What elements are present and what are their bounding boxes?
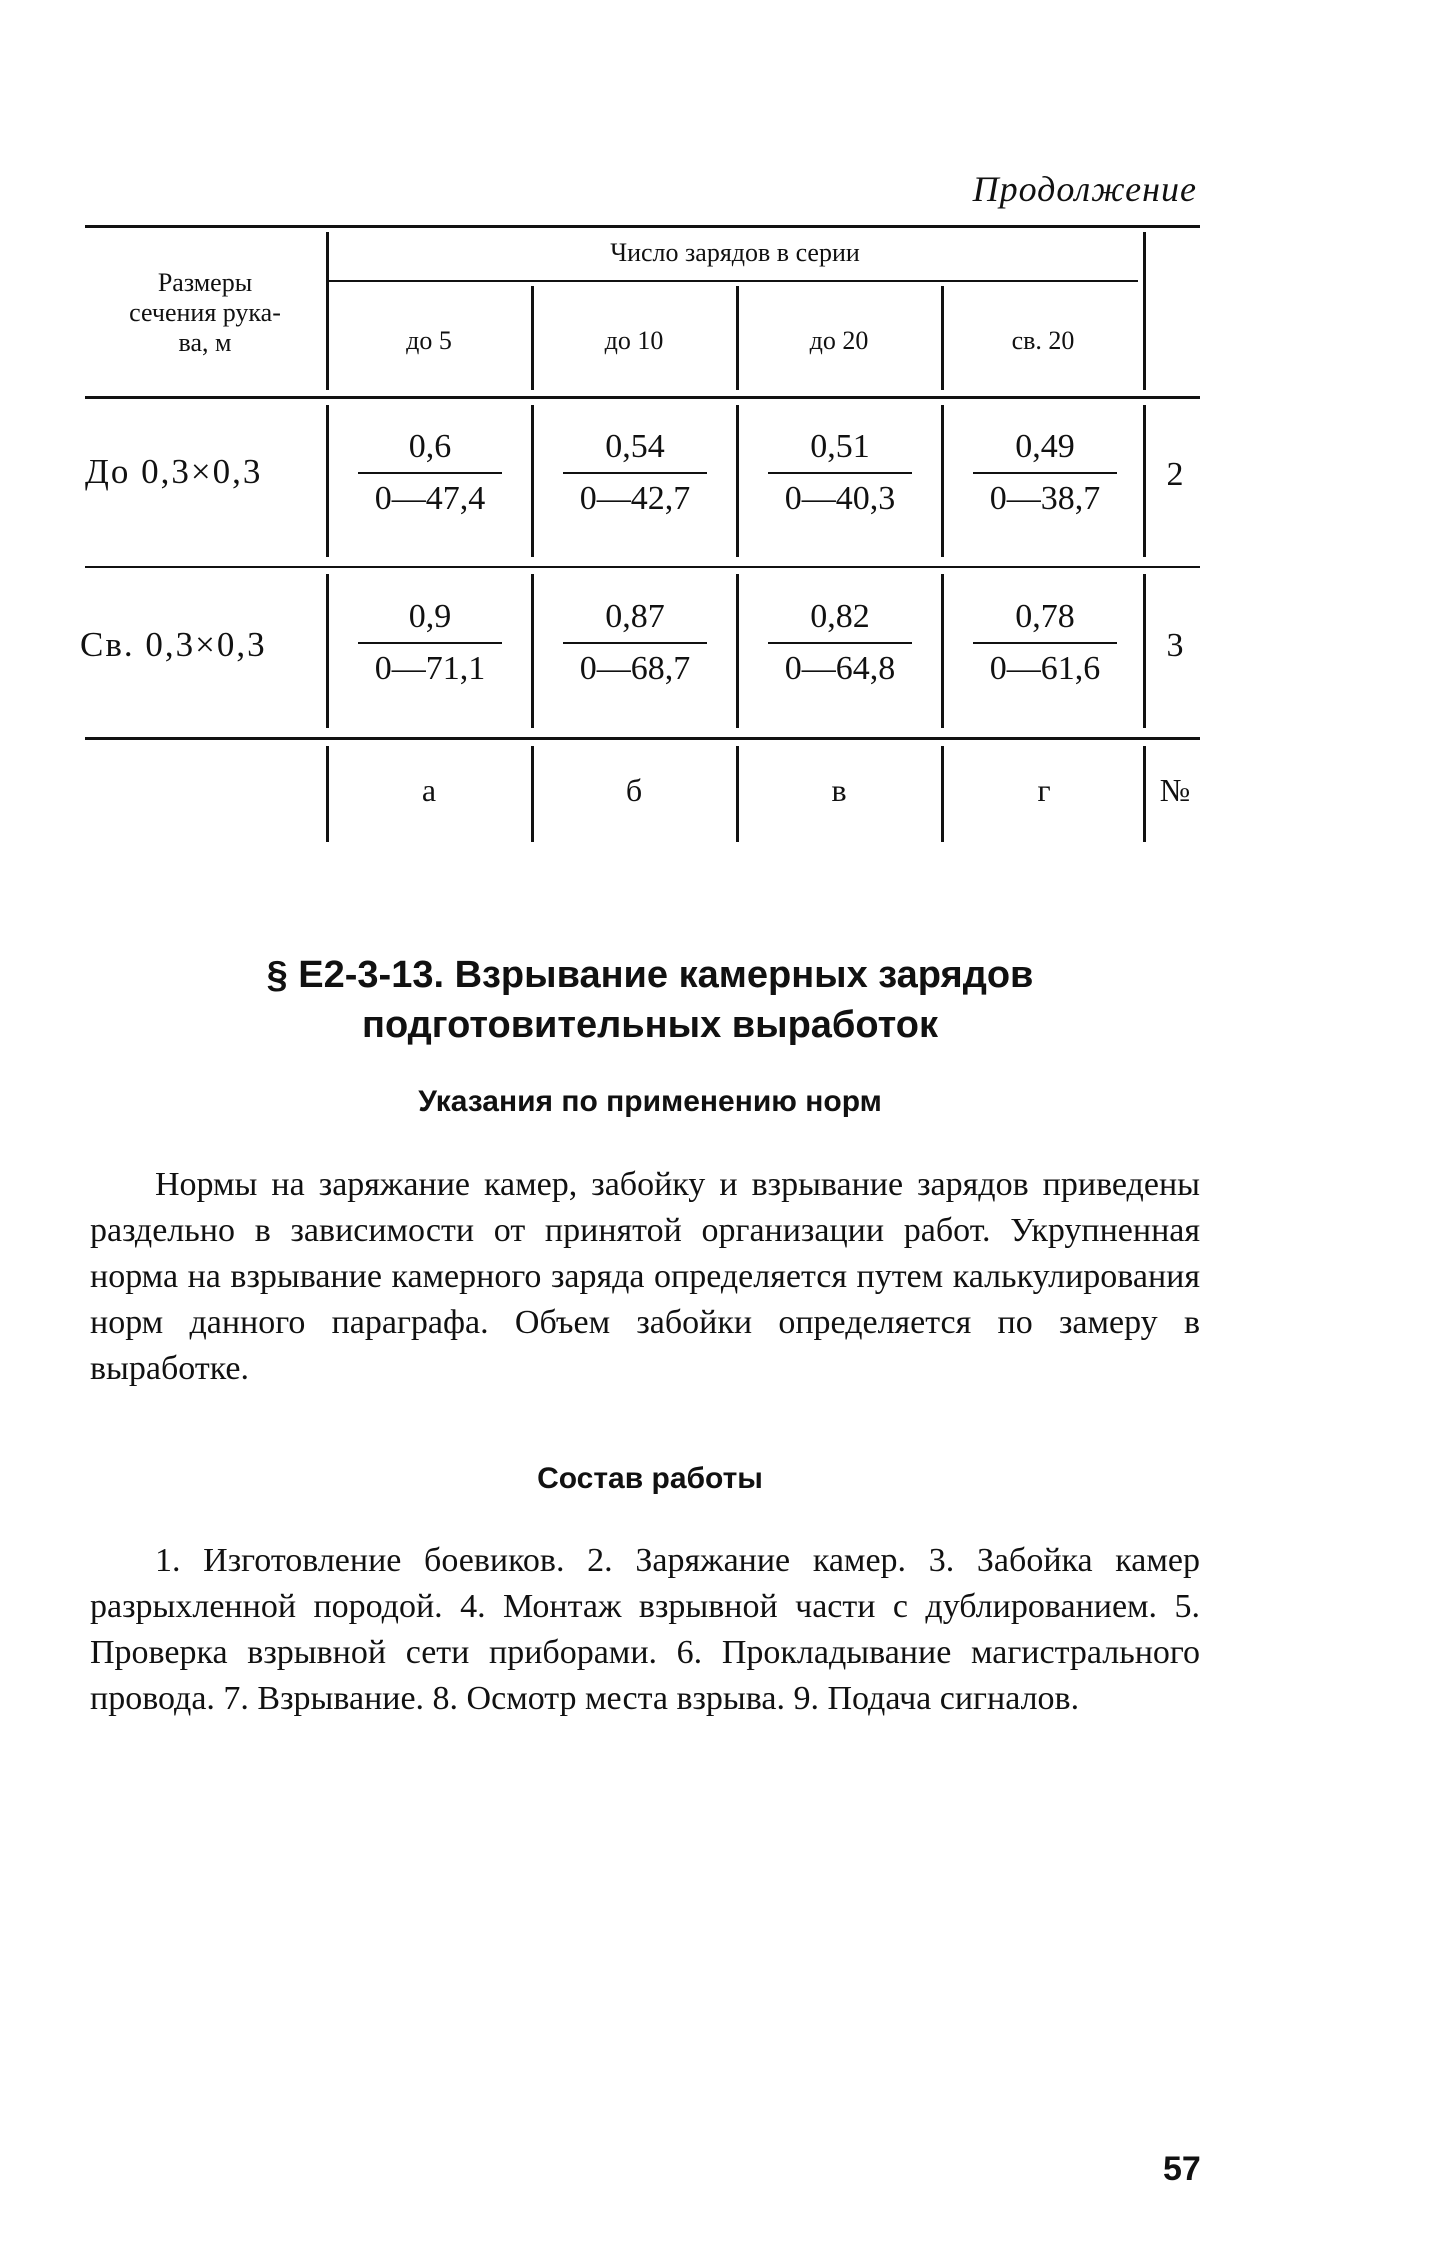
body-bottom-rule xyxy=(85,737,1200,740)
fraction-bar xyxy=(973,472,1117,474)
fraction-bar xyxy=(563,472,707,474)
group-header-label: Число зарядов в серии xyxy=(610,238,860,267)
col-divider xyxy=(941,405,944,557)
work-heading: Состав работы xyxy=(537,1462,763,1495)
column-header: до 5 xyxy=(406,326,452,355)
fraction-bar xyxy=(768,472,912,474)
table-cell: 0,54 0—42,7 xyxy=(555,428,715,518)
section-title: § Е2-3-13. Взрывание камерных зарядов подготовительных выработок xyxy=(266,954,1034,1046)
row-separator xyxy=(85,566,1200,568)
column-letter: а xyxy=(421,772,437,808)
col-divider xyxy=(531,574,534,728)
row-label: Св. 0,3×0,3 xyxy=(80,625,267,664)
table-cell: 0,78 0—61,6 xyxy=(965,598,1125,688)
col-divider xyxy=(736,574,739,728)
table-cell: 0,87 0—68,7 xyxy=(555,598,715,688)
work-paragraph: 1. Изготовление боевиков. 2. Заряжание камер. 3. Забойка камер разрыхленной породой. 4. Монтаж взрывной части с дублированием. 5. Проверка взрывной сети приборами. 6. Прокладывание магистрального провода. 7. Взрывание. 8. Осмотр места взрыва. 9. Подача сигналов. xyxy=(90,1542,1200,1717)
continuation-label: Продолжение xyxy=(972,169,1197,209)
table-top-rule xyxy=(85,225,1200,228)
col-divider xyxy=(736,405,739,557)
column-letter: г xyxy=(1037,772,1051,808)
col-divider xyxy=(326,574,329,728)
row-number: 2 xyxy=(1166,456,1184,493)
table-cell: 0,51 0—40,3 xyxy=(760,428,920,518)
fraction-bar xyxy=(768,642,912,644)
header-bottom-rule xyxy=(85,396,1200,399)
fraction-bar xyxy=(973,642,1117,644)
row-label: До 0,3×0,3 xyxy=(85,452,263,491)
fraction-bar xyxy=(358,642,502,644)
table-cell: 0,9 0—71,1 xyxy=(350,598,510,688)
col-divider xyxy=(1143,574,1146,728)
column-header: до 20 xyxy=(809,326,869,355)
row-number: 3 xyxy=(1166,627,1184,664)
fraction-bar xyxy=(563,642,707,644)
column-letter: в xyxy=(831,772,847,808)
table-cell: 0,49 0—38,7 xyxy=(965,428,1125,518)
instructions-paragraph: Нормы на заряжание камер, забойку и взрывание зарядов приведены раздельно в зависимости от принятой организации работ. Укрупненная норма на взрывание камерного заряда определяется путем калькулирования норм данного параграфа. Объем забойки определяется по замеру в выработке. xyxy=(90,1166,1200,1387)
col-divider xyxy=(326,405,329,557)
col-divider xyxy=(326,232,329,390)
column-letter: б xyxy=(625,772,643,808)
column-header: св. 20 xyxy=(1011,326,1075,355)
col-divider xyxy=(531,405,534,557)
row-header-label: Размеры сечения рука- ва, м xyxy=(129,268,281,357)
col-divider xyxy=(941,574,944,728)
instructions-heading: Указания по применению норм xyxy=(418,1085,882,1118)
col-divider xyxy=(1143,405,1146,557)
col-divider xyxy=(1143,232,1146,390)
column-header: до 10 xyxy=(604,326,664,355)
column-letter: № xyxy=(1159,772,1191,808)
table-cell: 0,6 0—47,4 xyxy=(350,428,510,518)
table-cell: 0,82 0—64,8 xyxy=(760,598,920,688)
fraction-bar xyxy=(358,472,502,474)
page-number: 57 xyxy=(1163,2150,1201,2188)
group-header-rule xyxy=(328,280,1138,282)
